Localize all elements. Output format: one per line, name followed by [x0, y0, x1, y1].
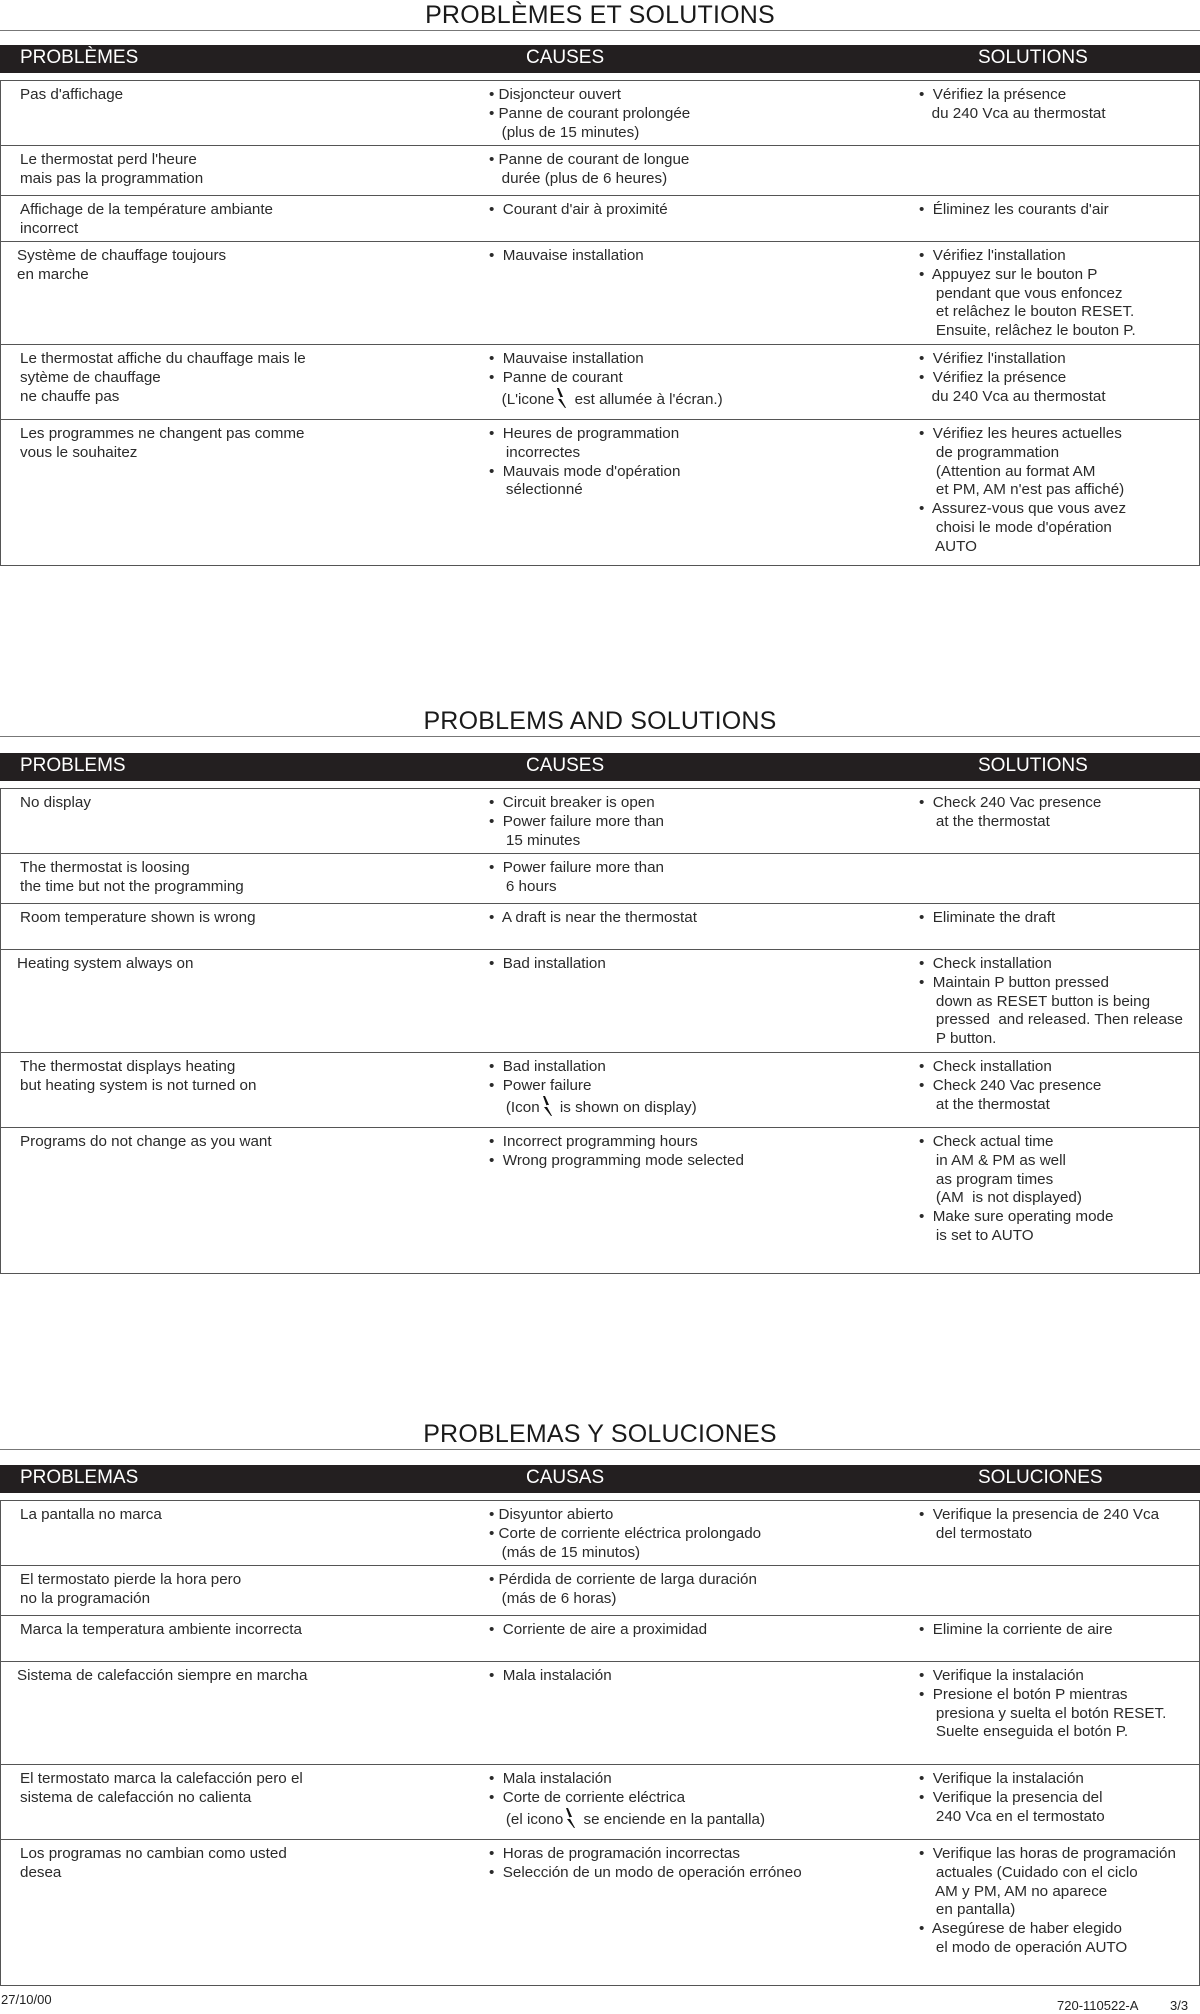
problem-cell: No display	[20, 794, 91, 811]
table-row	[1, 1662, 1199, 1765]
header-solutions: SOLUTIONS	[978, 755, 1088, 776]
problem-cell: La pantalla no marca	[20, 1506, 162, 1523]
cause-cell: • Horas de programación incorrectas • Selección de un modo de operación erróneo	[489, 1845, 802, 1881]
title-rule	[0, 30, 1200, 31]
table-row	[1, 1566, 1199, 1616]
solution-cell: • Check actual time in AM & PM as well as program times (AM is not displayed) • Make sure operating mode is set to AUTO	[919, 1133, 1114, 1244]
table-row	[1, 789, 1199, 854]
cause-cell	[489, 1770, 765, 1829]
table-row	[1, 345, 1199, 420]
cause-cell: • Disyuntor abierto • Corte de corriente eléctrica prolongado (más de 15 minutos)	[489, 1506, 762, 1561]
solution-cell: • Eliminate the draft	[919, 909, 1056, 926]
cause-cell: • Heures de programmation incorrectes • Mauvais mode d'opération sélectionné	[489, 425, 681, 499]
table-row	[1, 1128, 1199, 1274]
table-row	[1, 950, 1199, 1053]
solution-cell: • Verifique las horas de programación actuales (Cuidado con el ciclo AM y PM, AM no aparece en pantalla) • Asegúrese de haber elegido el modo de operación AUTO	[919, 1845, 1176, 1956]
solution-cell: • Verifique la presencia de 240 Vca del termostato	[919, 1506, 1160, 1542]
cause-text: is shown on display)	[555, 1098, 697, 1116]
problem-cell: Les programmes ne changent pas comme vous le souhaitez	[20, 425, 305, 461]
table-row	[1, 196, 1199, 242]
troubleshooting-table	[0, 788, 1200, 1274]
header-causes: CAUSES	[526, 755, 605, 776]
section-title: PROBLÈMES ET SOLUTIONS	[425, 1, 775, 29]
cause-text: est allumée à l'écran.)	[570, 390, 723, 408]
section-title: PROBLEMS AND SOLUTIONS	[423, 707, 777, 735]
cause-text: se enciende en la pantalla)	[579, 1810, 766, 1828]
problem-cell: The thermostat displays heating but heating system is not turned on	[20, 1058, 257, 1094]
solution-cell: • Vérifiez l'installation • Vérifiez la présence du 240 Vca au thermostat	[919, 350, 1106, 405]
problem-cell: Affichage de la température ambiante incorrect	[20, 201, 274, 237]
table-row	[1, 81, 1199, 146]
solution-cell: • Vérifiez la présence du 240 Vca au thermostat	[919, 86, 1106, 122]
table-row	[1, 1616, 1199, 1662]
solution-cell: • Elimine la corriente de aire	[919, 1621, 1113, 1638]
cause-text: • Bad installation • Power failure (Icon	[489, 1058, 606, 1116]
table-row	[1, 904, 1199, 950]
header-solutions: SOLUCIONES	[978, 1467, 1103, 1488]
cause-cell: • Circuit breaker is open • Power failure more than 15 minutes	[489, 794, 664, 849]
header-solutions: SOLUTIONS	[978, 47, 1088, 68]
cause-cell: • Panne de courant de longue durée (plus de 6 heures)	[489, 151, 690, 187]
troubleshooting-table	[0, 80, 1200, 566]
title-rule	[0, 736, 1200, 737]
troubleshooting-table	[0, 1500, 1200, 1986]
cause-cell: • A draft is near the thermostat	[489, 909, 697, 926]
solution-cell: • Verifique la instalación • Verifique la presencia del 240 Vca en el termostato	[919, 1770, 1105, 1825]
problem-cell: Sistema de calefacción siempre en marcha	[17, 1667, 308, 1684]
header-problems: PROBLEMS	[20, 755, 126, 776]
footer-doc-number: 720-110522-A	[1057, 1998, 1139, 2013]
header-problems: PROBLÈMES	[20, 47, 139, 68]
solution-cell: • Check installation • Check 240 Vac presence at the thermostat	[919, 1058, 1102, 1113]
problem-cell: Los programas no cambian como usted desea	[20, 1845, 287, 1881]
problem-cell: Pas d'affichage	[20, 86, 124, 103]
cause-cell: • Mala instalación	[489, 1667, 612, 1684]
table-header	[0, 45, 1200, 73]
solution-cell: • Éliminez les courants d'air	[919, 201, 1109, 218]
table-header	[0, 753, 1200, 781]
solution-cell: • Vérifiez l'installation • Appuyez sur le bouton P pendant que vous enfoncez et relâchez le bouton RESET. Ensuite, relâchez le bouton P.	[919, 247, 1136, 340]
footer-page: 3/3	[1170, 1998, 1189, 2013]
cause-cell	[489, 350, 723, 409]
section-title: PROBLEMAS Y SOLUCIONES	[423, 1420, 777, 1448]
cause-text: • Mauvaise installation • Panne de courant (L'icone	[489, 350, 644, 408]
table-row	[1, 1501, 1199, 1566]
problem-cell: Système de chauffage toujours en marche	[17, 247, 227, 283]
header-causes: CAUSES	[526, 47, 605, 68]
cause-cell: • Mauvaise installation	[489, 247, 644, 264]
problem-cell: El termostato pierde la hora pero no la programación	[20, 1571, 242, 1607]
header-causes: CAUSAS	[526, 1467, 605, 1488]
title-rule	[0, 1449, 1200, 1450]
cause-cell: • Incorrect programming hours • Wrong programming mode selected	[489, 1133, 744, 1169]
problem-cell: Marca la temperatura ambiente incorrecta	[20, 1621, 302, 1638]
problem-cell: Programs do not change as you want	[20, 1133, 272, 1150]
problem-cell: Room temperature shown is wrong	[20, 909, 256, 926]
cause-cell	[489, 1058, 697, 1117]
problem-cell: El termostato marca la calefacción pero el sistema de calefacción no calienta	[20, 1770, 303, 1806]
solution-cell: • Check installation • Maintain P button pressed down as RESET button is being pressed and released. Then release P button.	[919, 955, 1183, 1048]
cause-cell: • Pérdida de corriente de larga duración (más de 6 horas)	[489, 1571, 757, 1607]
lightning-bolt-icon	[556, 388, 568, 408]
problem-cell: Le thermostat perd l'heure mais pas la programmation	[20, 151, 204, 187]
table-row	[1, 146, 1199, 196]
lightning-bolt-icon	[565, 1808, 577, 1828]
table-row	[1, 1840, 1199, 1986]
cause-cell: • Disjoncteur ouvert • Panne de courant prolongée (plus de 15 minutes)	[489, 86, 691, 141]
cause-cell: • Corriente de aire a proximidad	[489, 1621, 708, 1638]
lightning-bolt-icon	[542, 1096, 554, 1116]
problem-cell: The thermostat is loosing the time but not the programming	[20, 859, 244, 895]
table-row	[1, 1053, 1199, 1128]
problem-cell: Heating system always on	[17, 955, 194, 972]
cause-cell: • Courant d'air à proximité	[489, 201, 668, 218]
problem-cell: Le thermostat affiche du chauffage mais le sytème de chauffage ne chauffe pas	[20, 350, 306, 405]
solution-cell: • Verifique la instalación • Presione el botón P mientras presiona y suelta el botón RESET. Suelte enseguida el botón P.	[919, 1667, 1167, 1741]
table-row	[1, 1765, 1199, 1840]
header-problems: PROBLEMAS	[20, 1467, 139, 1488]
table-row	[1, 242, 1199, 345]
cause-text: • Mala instalación • Corte de corriente eléctrica (el icono	[489, 1770, 686, 1828]
cause-cell: • Bad installation	[489, 955, 606, 972]
table-row	[1, 854, 1199, 904]
footer-date: 27/10/00	[1, 1992, 52, 2007]
solution-cell: • Check 240 Vac presence at the thermostat	[919, 794, 1102, 830]
solution-cell: • Vérifiez les heures actuelles de programmation (Attention au format AM et PM, AM n'est pas affiché) • Assurez-vous que vous avez choisi le mode d'opération AUTO	[919, 425, 1127, 555]
table-header	[0, 1465, 1200, 1493]
table-row	[1, 420, 1199, 566]
cause-cell: • Power failure more than 6 hours	[489, 859, 664, 895]
